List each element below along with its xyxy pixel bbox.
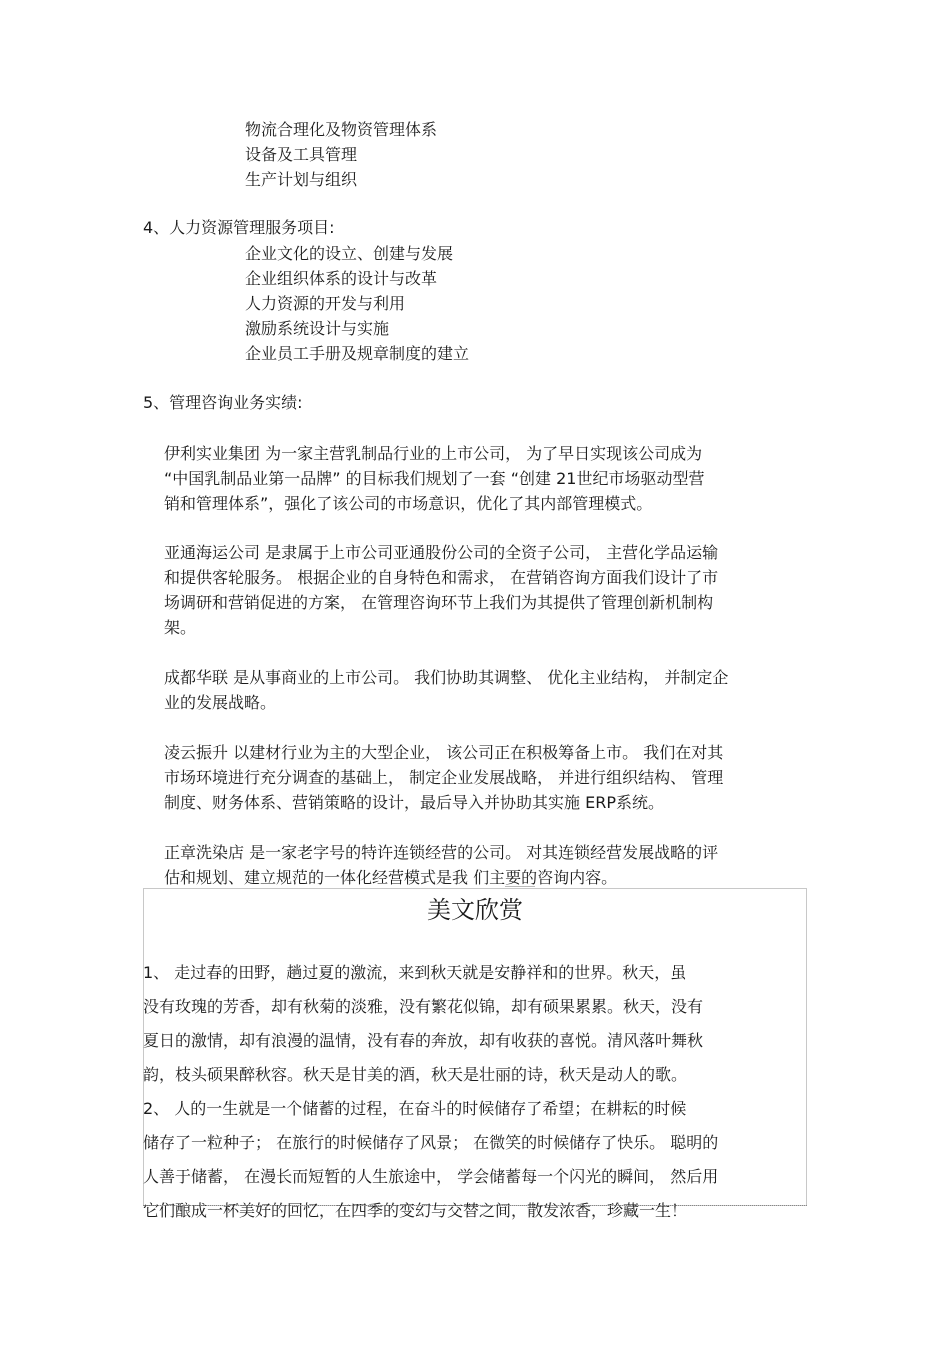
essay-line: 1、 走过春的田野，趟过夏的激流，来到秋天就是安静祥和的世界。秋天，虽 (143, 963, 687, 982)
case-line: 估和规划、建立规范的一体化经营模式是我 们主要的咨询内容。 (164, 868, 618, 887)
list-item: 设备及工具管理 (245, 145, 358, 164)
divider (505, 886, 535, 887)
essay-line: 它们酿成一杯美好的回忆，在四季的变幻与交替之间，散发浓香，珍藏一生！ (143, 1201, 688, 1220)
list-item: 生产计划与组织 (245, 170, 358, 189)
essay-line: 韵，枝头硕果醉秋容。秋天是甘美的酒，秋天是壮丽的诗，秋天是动人的歌。 (143, 1065, 688, 1084)
list-item: 企业组织体系的设计与改革 (245, 269, 438, 288)
essay-line: 没有玫瑰的芳香，却有秋菊的淡雅，没有繁花似锦，却有硕果累累。秋天，没有 (143, 997, 704, 1016)
case-line: 架。 (164, 618, 197, 637)
essay-line: 2、 人的一生就是一个储蓄的过程，在奋斗的时候储存了希望；在耕耘的时候 (143, 1099, 687, 1118)
case-line: 伊利实业集团 为一家主营乳制品行业的上市公司， 为了早日实现该公司成为 (164, 444, 703, 463)
case-yili (164, 441, 705, 516)
list-item: 物流合理化及物资管理体系 (245, 120, 438, 139)
case-line: 场调研和营销促进的方案， 在管理咨询环节上我们为其提供了管理创新机制构 (164, 593, 714, 612)
case-chengdu-hualian (164, 665, 728, 715)
case-line: 凌云振升 以建材行业为主的大型企业， 该公司正在积极筹备上市。 我们在对其 (164, 743, 724, 762)
case-zhengzhang (164, 840, 718, 890)
case-line: 亚通海运公司 是隶属于上市公司亚通股份公司的全资子公司， 主营化学品运输 (164, 543, 719, 562)
divider (143, 1205, 807, 1206)
case-lingyun-zhensheng (164, 740, 723, 815)
section3-item-list (245, 117, 437, 192)
list-item: 企业文化的设立、创建与发展 (245, 244, 454, 263)
essay-body (143, 956, 718, 1228)
case-line: “中国乳制品业第一品牌” 的目标我们规划了一套 “创建 21世纪市场驱动型营 (164, 469, 705, 488)
list-item: 激励系统设计与实施 (245, 319, 390, 338)
case-yatong (164, 540, 718, 640)
essay-line: 人善于储蓄， 在漫长而短暂的人生旅途中， 学会储蓄每一个闪光的瞬间， 然后用 (143, 1167, 719, 1186)
case-line: 制度、财务体系、营销策略的设计，最后导入并协助其实施 ERP系统。 (164, 793, 664, 812)
case-line: 业的发展战略。 (164, 693, 277, 712)
section4-heading: 4、人力资源管理服务项目: (143, 218, 335, 237)
case-line: 正章洗染店 是一家老字号的特许连锁经营的公司。 对其连锁经营发展战略的评 (164, 843, 719, 862)
list-item: 人力资源的开发与利用 (245, 294, 406, 313)
essay-title: 美文欣赏 (427, 896, 523, 924)
case-line: 和提供客轮服务。 根据企业的自身特色和需求， 在营销咨询方面我们设计了市 (164, 568, 719, 587)
case-line: 销和管理体系”，强化了该公司的市场意识，优化了其内部管理模式。 (164, 494, 653, 513)
essay-line: 夏日的激情，却有浪漫的温情，没有春的奔放，却有收获的喜悦。清风落叶舞秋 (143, 1031, 704, 1050)
list-item: 企业员工手册及规章制度的建立 (245, 344, 470, 363)
section4-item-list (245, 241, 469, 366)
section5-heading: 5、管理咨询业务实绩: (143, 393, 303, 412)
case-line: 市场环境进行充分调查的基础上， 制定企业发展战略， 并进行组织结构、 管理 (164, 768, 724, 787)
essay-line: 储存了一粒种子； 在旅行的时候储存了风景； 在微笑的时候储存了快乐。 聪明的 (143, 1133, 719, 1152)
case-line: 成都华联 是从事商业的上市公司。 我们协助其调整、 优化主业结构， 并制定企 (164, 668, 729, 687)
